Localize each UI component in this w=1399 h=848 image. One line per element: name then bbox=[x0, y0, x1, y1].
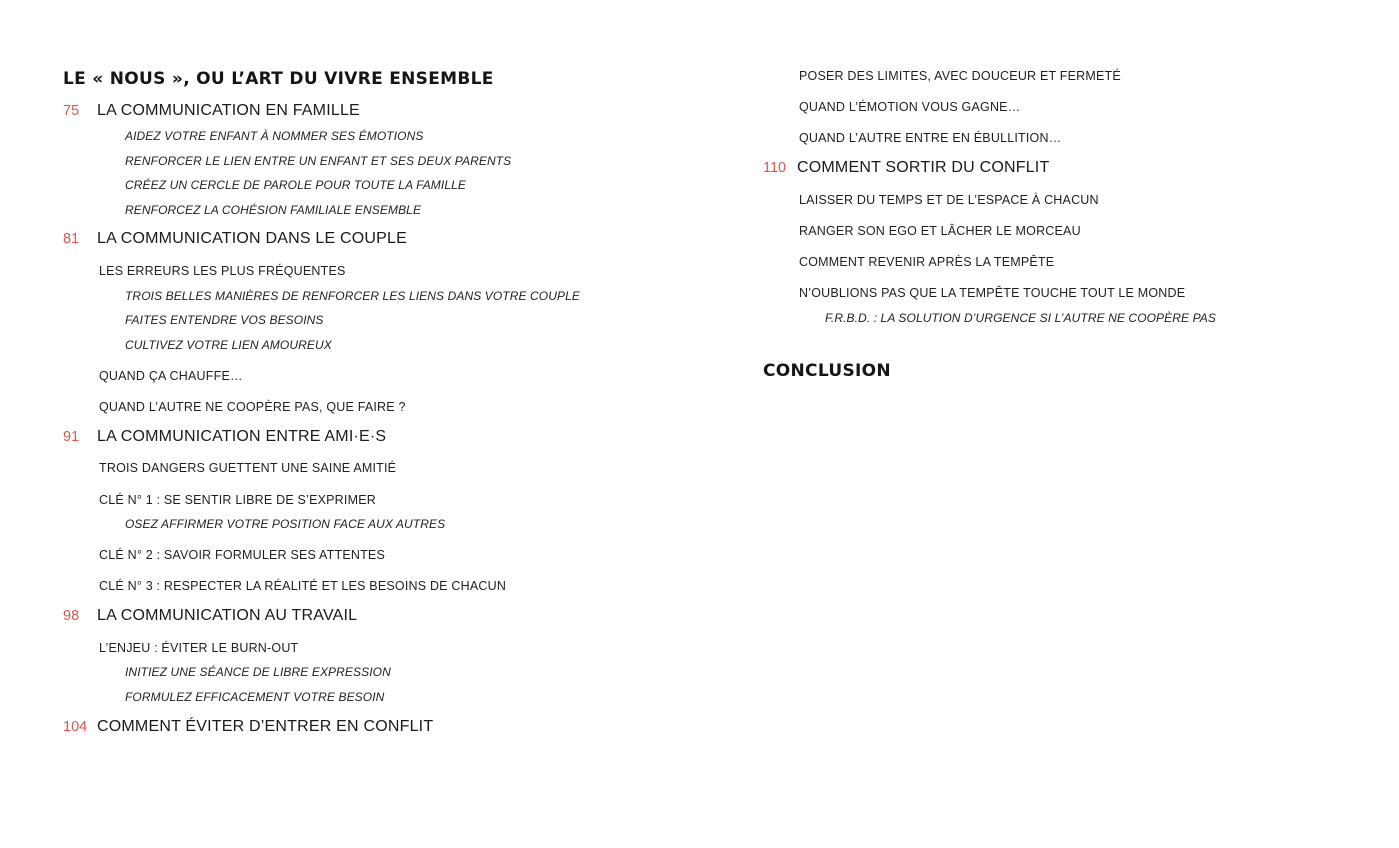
chapter-title[interactable]: LA COMMUNICATION ENTRE AMI·E·S bbox=[97, 428, 387, 445]
toc-section[interactable]: LAISSER DU TEMPS ET DE L’ESPACE À CHACUN bbox=[799, 193, 1099, 207]
toc-section[interactable]: QUAND L’AUTRE NE COOPÈRE PAS, QUE FAIRE ? bbox=[99, 400, 406, 414]
chapter-page-number: 75 bbox=[63, 103, 80, 119]
chapter-title[interactable]: COMMENT SORTIR DU CONFLIT bbox=[797, 159, 1050, 176]
toc-section[interactable]: QUAND L’ÉMOTION VOUS GAGNE… bbox=[799, 100, 1021, 114]
chapter-page-number: 81 bbox=[63, 231, 80, 247]
toc-subsection[interactable]: RENFORCER LE LIEN ENTRE UN ENFANT ET SES DEUX PARENTS bbox=[125, 154, 512, 168]
chapter-page-number: 104 bbox=[63, 719, 88, 735]
toc-section[interactable]: QUAND L’AUTRE ENTRE EN ÉBULLITION… bbox=[799, 131, 1062, 145]
toc-subsection[interactable]: OSEZ AFFIRMER VOTRE POSITION FACE AUX AUTRES bbox=[125, 517, 446, 531]
toc-subsection[interactable]: CULTIVEZ VOTRE LIEN AMOUREUX bbox=[125, 338, 332, 352]
toc-section[interactable]: POSER DES LIMITES, AVEC DOUCEUR ET FERMETÉ bbox=[799, 69, 1121, 83]
toc-section[interactable]: CLÉ N° 2 : SAVOIR FORMULER SES ATTENTES bbox=[99, 548, 386, 562]
chapter-title[interactable]: COMMENT ÉVITER D’ENTRER EN CONFLIT bbox=[97, 718, 434, 735]
toc-section[interactable]: L’ENJEU : ÉVITER LE BURN-OUT bbox=[99, 641, 299, 655]
toc-subsection[interactable]: INITIEZ UNE SÉANCE DE LIBRE EXPRESSION bbox=[125, 665, 391, 679]
conclusion-heading[interactable]: CONCLUSION bbox=[763, 361, 891, 381]
toc-subsection[interactable]: CRÉEZ UN CERCLE DE PAROLE POUR TOUTE LA FAMILLE bbox=[125, 178, 466, 192]
toc-subsection[interactable]: FORMULEZ EFFICACEMENT VOTRE BESOIN bbox=[125, 690, 385, 704]
toc-subsection[interactable]: TROIS BELLES MANIÈRES DE RENFORCER LES LIENS DANS VOTRE COUPLE bbox=[125, 289, 580, 303]
toc-section[interactable]: LES ERREURS LES PLUS FRÉQUENTES bbox=[99, 264, 346, 278]
toc-section[interactable]: N’OUBLIONS PAS QUE LA TEMPÊTE TOUCHE TOUT LE MONDE bbox=[799, 286, 1186, 300]
chapter-title[interactable]: LA COMMUNICATION DANS LE COUPLE bbox=[97, 230, 407, 247]
toc-subsection[interactable]: AIDEZ VOTRE ENFANT À NOMMER SES ÉMOTIONS bbox=[125, 129, 424, 143]
toc-section[interactable]: TROIS DANGERS GUETTENT UNE SAINE AMITIÉ bbox=[99, 461, 397, 475]
toc-section[interactable]: QUAND ÇA CHAUFFE… bbox=[99, 369, 243, 383]
chapter-page-number: 110 bbox=[763, 160, 787, 176]
chapter-title[interactable]: LA COMMUNICATION EN FAMILLE bbox=[97, 102, 360, 119]
toc-section[interactable]: COMMENT REVENIR APRÈS LA TEMPÊTE bbox=[799, 255, 1055, 269]
toc-section[interactable]: CLÉ N° 3 : RESPECTER LA RÉALITÉ ET LES BESOINS DE CHACUN bbox=[99, 579, 507, 593]
toc-section[interactable]: CLÉ N° 1 : SE SENTIR LIBRE DE S’EXPRIMER bbox=[99, 493, 376, 507]
part-title: LE « NOUS », OU L’ART DU VIVRE ENSEMBLE bbox=[63, 69, 494, 89]
toc-subsection[interactable]: RENFORCEZ LA COHÉSION FAMILIALE ENSEMBLE bbox=[125, 203, 422, 217]
toc-subsection[interactable]: F.R.B.D. : LA SOLUTION D’URGENCE SI L’AUTRE NE COOPÈRE PAS bbox=[825, 311, 1216, 325]
chapter-title[interactable]: LA COMMUNICATION AU TRAVAIL bbox=[97, 607, 358, 624]
chapter-page-number: 91 bbox=[63, 429, 80, 445]
toc-section[interactable]: RANGER SON EGO ET LÂCHER LE MORCEAU bbox=[799, 224, 1081, 238]
chapter-page-number: 98 bbox=[63, 608, 80, 624]
toc-subsection[interactable]: FAITES ENTENDRE VOS BESOINS bbox=[125, 313, 324, 327]
